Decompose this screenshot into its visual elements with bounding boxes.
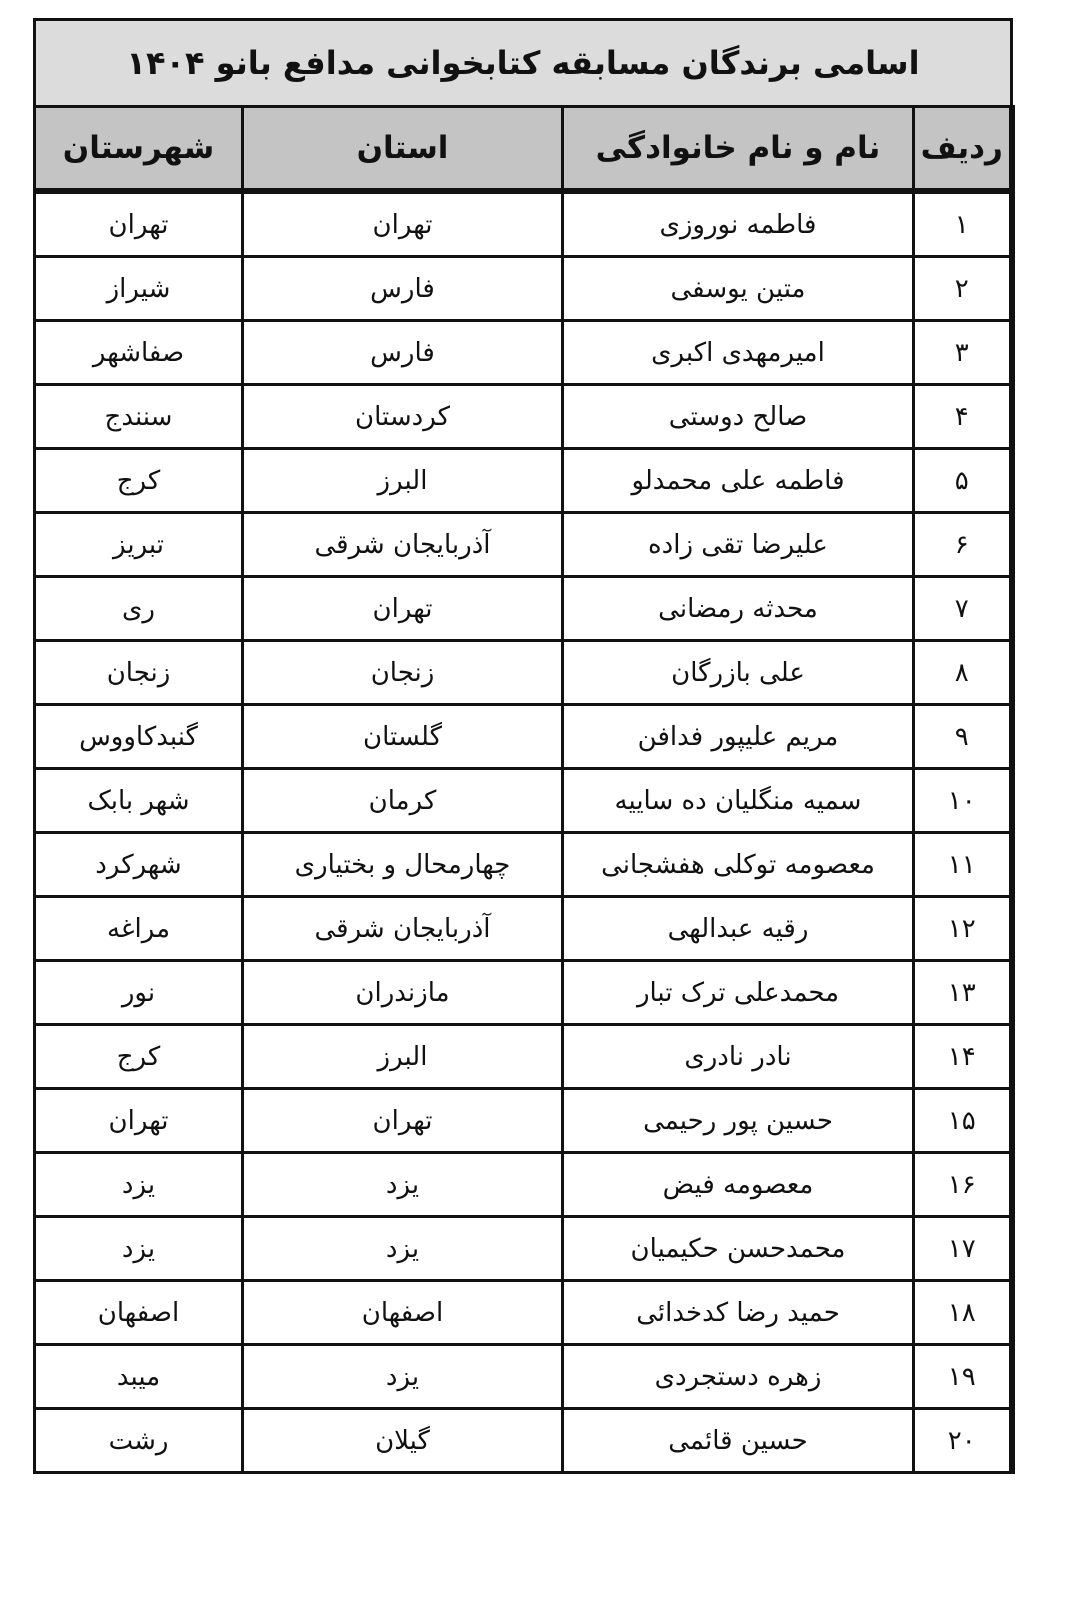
table-row xyxy=(35,449,1012,513)
table-row xyxy=(35,833,1012,897)
cell-name: زهره دستجردی xyxy=(563,1345,914,1409)
cell-index: ۱۸ xyxy=(914,1281,1012,1345)
cell-province: گلستان xyxy=(243,705,563,769)
cell-index: ۳ xyxy=(914,321,1012,385)
title-row xyxy=(35,20,1012,107)
cell-index: ۲ xyxy=(914,257,1012,321)
cell-index: ۱۴ xyxy=(914,1025,1012,1089)
cell-name: محمدعلی ترک تبار xyxy=(563,961,914,1025)
cell-name: نادر نادری xyxy=(563,1025,914,1089)
cell-city: نور xyxy=(35,961,243,1025)
cell-city: رشت xyxy=(35,1409,243,1473)
table-row xyxy=(35,961,1012,1025)
cell-name: سمیه منگلیان ده ساییه xyxy=(563,769,914,833)
cell-province: آذربایجان شرقی xyxy=(243,897,563,961)
cell-city: یزد xyxy=(35,1217,243,1281)
cell-name: معصومه توکلی هفشجانی xyxy=(563,833,914,897)
cell-province: زنجان xyxy=(243,641,563,705)
cell-province: یزد xyxy=(243,1345,563,1409)
cell-city: یزد xyxy=(35,1153,243,1217)
cell-province: یزد xyxy=(243,1217,563,1281)
table-row xyxy=(35,897,1012,961)
cell-city: تهران xyxy=(35,191,243,257)
cell-city: مراغه xyxy=(35,897,243,961)
cell-city: صفاشهر xyxy=(35,321,243,385)
cell-index: ۱۹ xyxy=(914,1345,1012,1409)
cell-city: کرج xyxy=(35,1025,243,1089)
cell-city: میبد xyxy=(35,1345,243,1409)
cell-index: ۱۱ xyxy=(914,833,1012,897)
cell-province: البرز xyxy=(243,449,563,513)
cell-city: اصفهان xyxy=(35,1281,243,1345)
cell-province: تهران xyxy=(243,191,563,257)
page-title: اسامی برندگان مسابقه کتابخوانی مدافع بانو ۱۴۰۴ xyxy=(35,20,1012,107)
cell-name: علیرضا تقی زاده xyxy=(563,513,914,577)
header-index: ردیف xyxy=(914,107,1012,192)
cell-province: تهران xyxy=(243,1089,563,1153)
cell-index: ۱۶ xyxy=(914,1153,1012,1217)
cell-name: رقیه عبدالهی xyxy=(563,897,914,961)
table-row xyxy=(35,1025,1012,1089)
table-row xyxy=(35,1089,1012,1153)
cell-city: زنجان xyxy=(35,641,243,705)
cell-province: گیلان xyxy=(243,1409,563,1473)
table-row xyxy=(35,1281,1012,1345)
header-city: شهرستان xyxy=(35,107,243,192)
cell-province: فارس xyxy=(243,257,563,321)
cell-city: تبریز xyxy=(35,513,243,577)
cell-province: تهران xyxy=(243,577,563,641)
cell-city: شهرکرد xyxy=(35,833,243,897)
cell-province: البرز xyxy=(243,1025,563,1089)
cell-city: ری xyxy=(35,577,243,641)
cell-index: ۱۵ xyxy=(914,1089,1012,1153)
table-body xyxy=(35,191,1012,1473)
cell-index: ۸ xyxy=(914,641,1012,705)
table-row xyxy=(35,513,1012,577)
table-row xyxy=(35,769,1012,833)
cell-province: آذربایجان شرقی xyxy=(243,513,563,577)
cell-city: گنبدکاووس xyxy=(35,705,243,769)
header-row xyxy=(35,107,1012,192)
table-row xyxy=(35,385,1012,449)
table-row xyxy=(35,1217,1012,1281)
table-row xyxy=(35,321,1012,385)
cell-index: ۶ xyxy=(914,513,1012,577)
cell-index: ۷ xyxy=(914,577,1012,641)
table-row xyxy=(35,1409,1012,1473)
cell-name: مریم علیپور فدافن xyxy=(563,705,914,769)
table-row xyxy=(35,705,1012,769)
cell-name: صالح دوستی xyxy=(563,385,914,449)
table-row xyxy=(35,577,1012,641)
table-row xyxy=(35,1345,1012,1409)
cell-province: فارس xyxy=(243,321,563,385)
cell-name: امیرمهدی اکبری xyxy=(563,321,914,385)
winners-sheet xyxy=(33,18,1010,1474)
cell-city: شهر بابک xyxy=(35,769,243,833)
cell-name: حسین پور رحیمی xyxy=(563,1089,914,1153)
cell-index: ۱۳ xyxy=(914,961,1012,1025)
cell-province: کرمان xyxy=(243,769,563,833)
cell-province: کردستان xyxy=(243,385,563,449)
table-row xyxy=(35,191,1012,257)
cell-name: محمدحسن حکیمیان xyxy=(563,1217,914,1281)
cell-name: فاطمه نوروزی xyxy=(563,191,914,257)
cell-index: ۱۷ xyxy=(914,1217,1012,1281)
cell-index: ۹ xyxy=(914,705,1012,769)
cell-name: محدثه رمضانی xyxy=(563,577,914,641)
cell-province: یزد xyxy=(243,1153,563,1217)
header-name: نام و نام خانوادگی xyxy=(563,107,914,192)
winners-table xyxy=(33,18,1015,1474)
cell-city: کرج xyxy=(35,449,243,513)
cell-name: حسین قائمی xyxy=(563,1409,914,1473)
cell-city: سنندج xyxy=(35,385,243,449)
cell-province: چهارمحال و بختیاری xyxy=(243,833,563,897)
cell-name: فاطمه علی محمدلو xyxy=(563,449,914,513)
cell-index: ۱ xyxy=(914,191,1012,257)
cell-name: متین یوسفی xyxy=(563,257,914,321)
cell-index: ۴ xyxy=(914,385,1012,449)
cell-name: معصومه فیض xyxy=(563,1153,914,1217)
table-row xyxy=(35,1153,1012,1217)
cell-province: اصفهان xyxy=(243,1281,563,1345)
cell-index: ۲۰ xyxy=(914,1409,1012,1473)
cell-index: ۵ xyxy=(914,449,1012,513)
cell-index: ۱۲ xyxy=(914,897,1012,961)
table-row xyxy=(35,257,1012,321)
header-province: استان xyxy=(243,107,563,192)
cell-province: مازندران xyxy=(243,961,563,1025)
cell-city: تهران xyxy=(35,1089,243,1153)
cell-name: حمید رضا کدخدائی xyxy=(563,1281,914,1345)
cell-index: ۱۰ xyxy=(914,769,1012,833)
cell-name: علی بازرگان xyxy=(563,641,914,705)
cell-city: شیراز xyxy=(35,257,243,321)
table-row xyxy=(35,641,1012,705)
